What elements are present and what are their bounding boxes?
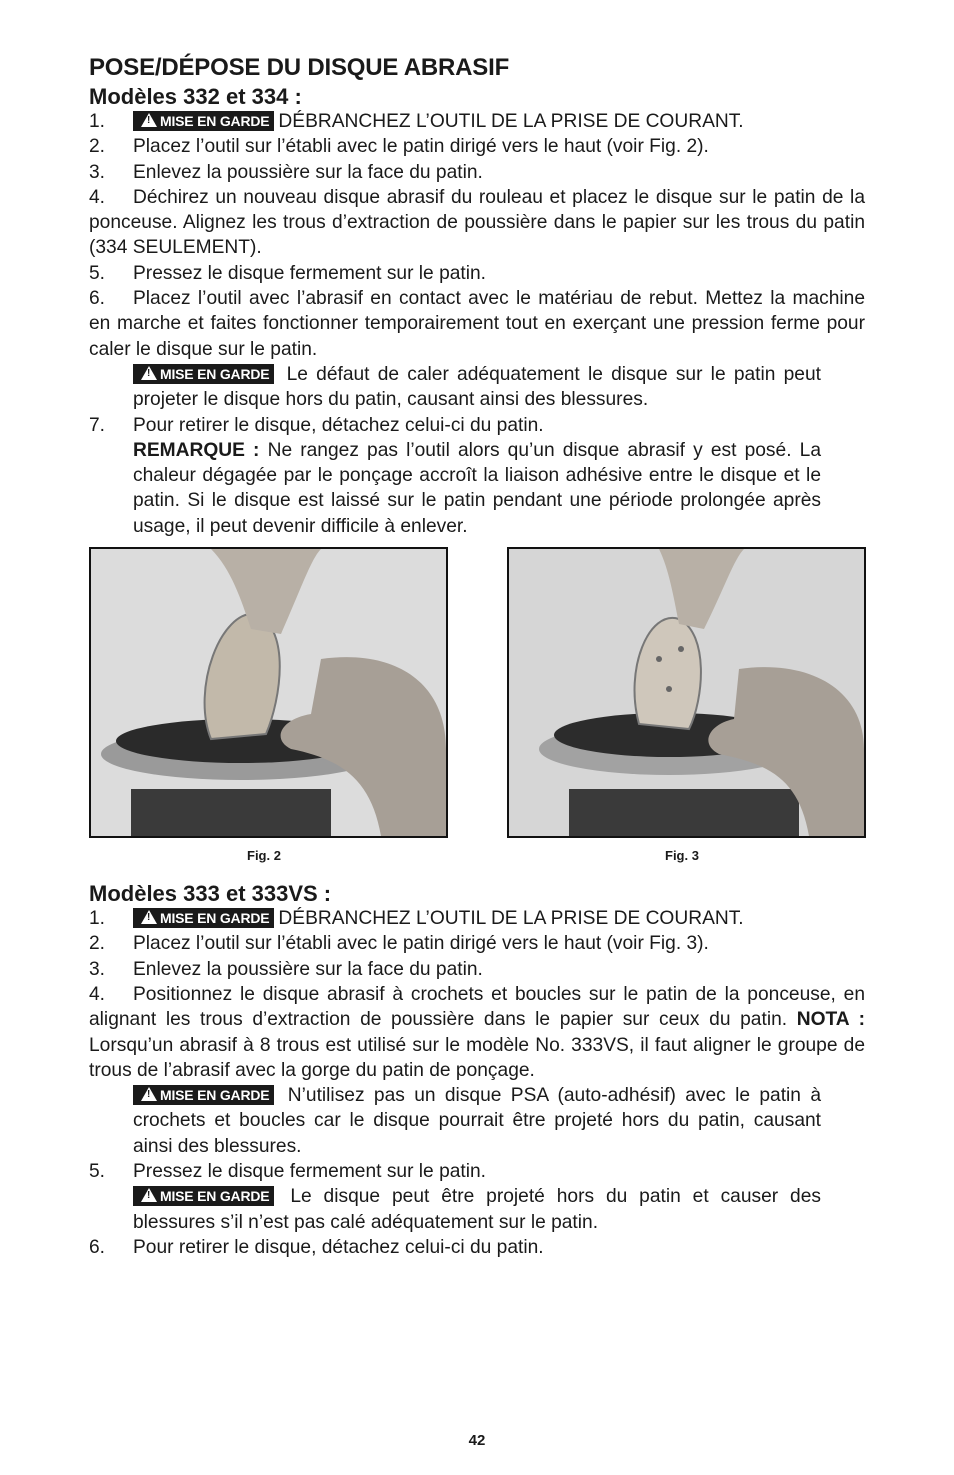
step-text: DÉBRANCHEZ L’OUTIL DE LA PRISE DE COURANT.	[278, 111, 744, 132]
note-text: Ne rangez pas l’outil alors qu’un disque abrasif y est posé. La chaleur dégagée par le ponçage accroît la liaison adhésive entre le disque et le patin. Si le disque est laissé sur le patin pendant une période prolongée après usage, il peut devenir difficile à enlever.	[133, 439, 821, 537]
warning-badge-label: MISE EN GARDE	[160, 1188, 270, 1205]
step-number: 2.	[89, 136, 106, 158]
warning-triangle-icon	[141, 1087, 157, 1101]
step-number: 5.	[89, 1161, 106, 1183]
warning-badge	[133, 111, 274, 131]
nota-label: NOTA :	[796, 1009, 865, 1031]
step-5	[89, 261, 865, 286]
step-text: Placez l’outil avec l’abrasif en contact avec le matériau de rebut. Mettez la machine en marche et faites fonctionner temporairement tout en exerçant une pression ferme pour caler le disque sur le patin.	[89, 288, 865, 360]
section-title: POSE/DÉPOSE DU DISQUE ABRASIF	[89, 54, 510, 81]
warning-triangle-icon	[141, 113, 157, 127]
figure-3-caption: Fig. 3	[665, 848, 699, 864]
warning-triangle-icon	[141, 1188, 157, 1202]
step-text: Déchirez un nouveau disque abrasif du rouleau et placez le disque sur le patin de la ponceuse. Alignez les trous d’extraction de poussière dans le papier sur les trous du patin (334 SEULEMENT).	[89, 186, 865, 259]
warning-text: N’utilisez pas un disque PSA (auto-adhésif) avec le patin à crochets et boucles car le disque pourrait être projeté hors du patin, causant ainsi des blessures.	[133, 1085, 821, 1157]
step-text: Placez l’outil sur l’établi avec le patin dirigé vers le haut (voir Fig. 3).	[133, 933, 709, 955]
step-text: Pour retirer le disque, détachez celui-ci du patin.	[133, 1236, 544, 1258]
step-number: 7.	[89, 414, 106, 436]
step-number: 3.	[89, 161, 106, 183]
step-number: 6.	[89, 288, 106, 310]
step-number: 5.	[89, 262, 106, 284]
step-3	[89, 160, 865, 185]
step-number: 2.	[89, 933, 106, 955]
step-number: 1.	[89, 111, 106, 132]
subsection-title-333-333vs: Modèles 333 et 333VS :	[89, 881, 332, 907]
warning-badge-label: MISE EN GARDE	[160, 365, 270, 382]
step-text: Enlevez la poussière sur la face du patin.	[133, 161, 483, 183]
step-1	[89, 906, 865, 931]
nota-text: Lorsqu’un abrasif à 8 trous est utilisé sur le modèle No. 333VS, il faut aligner le groupe de trous de l’abrasif avec la gorge du patin de ponçage.	[89, 1034, 865, 1081]
figure-3-photo	[507, 547, 866, 838]
warning-badge	[133, 1085, 274, 1105]
step-4	[89, 185, 865, 261]
step-2	[89, 134, 865, 159]
step-6	[89, 286, 865, 362]
warning-badge	[133, 1186, 274, 1206]
step-6	[89, 1235, 865, 1260]
step-number: 4.	[89, 983, 106, 1005]
step-2	[89, 931, 865, 956]
step-3	[89, 957, 865, 982]
step-text: Pressez le disque fermement sur le patin.	[133, 1161, 487, 1183]
warning-text: Le défaut de caler adéquatement le disque sur le patin peut projeter le disque hors du patin, causant ainsi des blessures.	[133, 363, 821, 411]
step-number: 6.	[89, 1236, 106, 1258]
warning-badge-label: MISE EN GARDE	[160, 910, 270, 927]
warning-block	[89, 1083, 865, 1159]
manual-page	[89, 54, 865, 1260]
step-7	[89, 413, 865, 539]
step-text: Enlevez la poussière sur la face du patin.	[133, 958, 483, 980]
step-number: 4.	[89, 186, 106, 208]
warning-badge	[133, 364, 274, 384]
figures-row	[89, 547, 865, 877]
step-1	[89, 109, 865, 134]
step-5	[89, 1159, 865, 1184]
warning-block	[89, 1184, 865, 1235]
step-text: Placez l’outil sur l’établi avec le patin dirigé vers le haut (voir Fig. 2).	[133, 136, 709, 158]
figure-2-caption: Fig. 2	[247, 848, 281, 864]
note-label: REMARQUE :	[133, 439, 260, 461]
warning-text: Le disque peut être projeté hors du patin et causer des blessures s’il n’est pas calé adéquatement sur le patin.	[133, 1186, 821, 1233]
step-number: 3.	[89, 958, 106, 980]
warning-badge-label: MISE EN GARDE	[160, 113, 270, 129]
warning-triangle-icon	[141, 366, 157, 380]
step-text: DÉBRANCHEZ L’OUTIL DE LA PRISE DE COURANT.	[278, 908, 744, 930]
step-number: 1.	[89, 908, 106, 930]
warning-badge	[133, 908, 274, 928]
step-text: Pressez le disque fermement sur le patin.	[133, 262, 487, 284]
step-text: Pour retirer le disque, détachez celui-ci du patin.	[133, 414, 544, 436]
warning-badge-label: MISE EN GARDE	[160, 1087, 270, 1104]
step-4	[89, 982, 865, 1083]
warning-block	[89, 362, 865, 413]
figure-2-photo	[89, 547, 448, 838]
warning-triangle-icon	[141, 910, 157, 924]
page-number: 42	[468, 1432, 486, 1449]
subsection-title-332-334: Modèles 332 et 334 :	[89, 84, 302, 109]
step-text: Positionnez le disque abrasif à crochets et boucles sur le patin de la ponceuse, en alignant les trous d’extraction de poussière dans le papier sur ceux du patin.	[89, 983, 865, 1031]
